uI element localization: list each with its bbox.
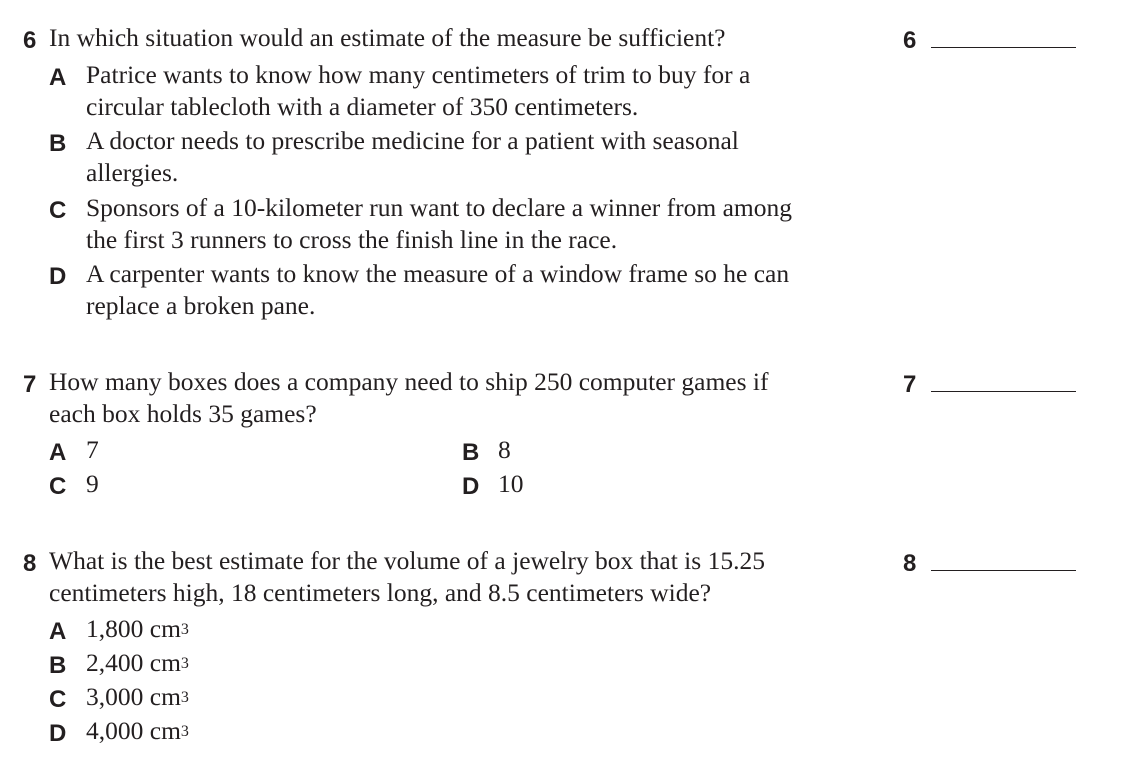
choice-text: Patrice wants to know how many centimeters of trim to buy for a [86,60,751,89]
choice-text: replace a broken pane. [86,291,316,320]
choice-text [86,715,189,747]
choice-text: the first 3 runners to cross the finish line in the race. [86,225,618,254]
question-text: centimeters high, 18 centimeters long, and 8.5 centimeters wide? [49,578,712,607]
answer-blank-line[interactable] [931,570,1076,571]
choice-letter: D [462,473,480,500]
choice-letter: D [49,263,67,290]
choice-letter: B [49,652,67,679]
choice-value: 3,000 [86,682,144,711]
question-text: In which situation would an estimate of the measure be sufficient? [49,23,726,52]
choice-unit: cm [149,682,181,711]
question-text: How many boxes does a company need to ship 250 computer games if [49,367,769,396]
question-number: 8 [23,550,37,577]
choice-text [86,613,189,645]
choice-text: 10 [498,469,524,498]
choice-exponent: 3 [180,723,189,740]
choice-value: 4,000 [86,716,144,745]
choice-letter: A [49,64,67,91]
choice-text [86,647,189,679]
choice-exponent: 3 [180,655,189,672]
choice-text: A doctor needs to prescribe medicine for a patient with seasonal [86,126,739,155]
choice-text: 9 [86,469,99,498]
question-number: 7 [23,371,37,398]
choice-letter: B [49,130,67,157]
choice-letter: A [49,439,67,466]
choice-unit: cm [149,614,181,643]
question-number: 6 [23,27,37,54]
choice-letter: C [49,686,67,713]
choice-text: 7 [86,435,99,464]
question-text: What is the best estimate for the volume of a jewelry box that is 15.25 [49,546,765,575]
choice-text: circular tablecloth with a diameter of 350 centimeters. [86,92,639,121]
choice-letter: C [49,197,67,224]
choice-text: Sponsors of a 10-kilometer run want to declare a winner from among [86,193,793,222]
choice-letter: A [49,618,67,645]
choice-text [86,681,189,713]
answer-label: 8 [903,550,917,577]
choice-exponent: 3 [180,689,189,706]
choice-letter: C [49,473,67,500]
choice-letter: D [49,720,67,747]
answer-blank-line[interactable] [931,47,1076,48]
choice-unit: cm [149,648,181,677]
choice-text: 8 [498,435,511,464]
choice-value: 2,400 [86,648,144,677]
choice-text: A carpenter wants to know the measure of a window frame so he can [86,259,790,288]
answer-blank-line[interactable] [931,391,1076,392]
question-text: each box holds 35 games? [49,399,317,428]
choice-value: 1,800 [86,614,144,643]
choice-exponent: 3 [180,621,189,638]
choice-letter: B [462,439,480,466]
choice-unit: cm [149,716,181,745]
answer-label: 7 [903,371,917,398]
answer-label: 6 [903,27,917,54]
choice-text: allergies. [86,158,179,187]
